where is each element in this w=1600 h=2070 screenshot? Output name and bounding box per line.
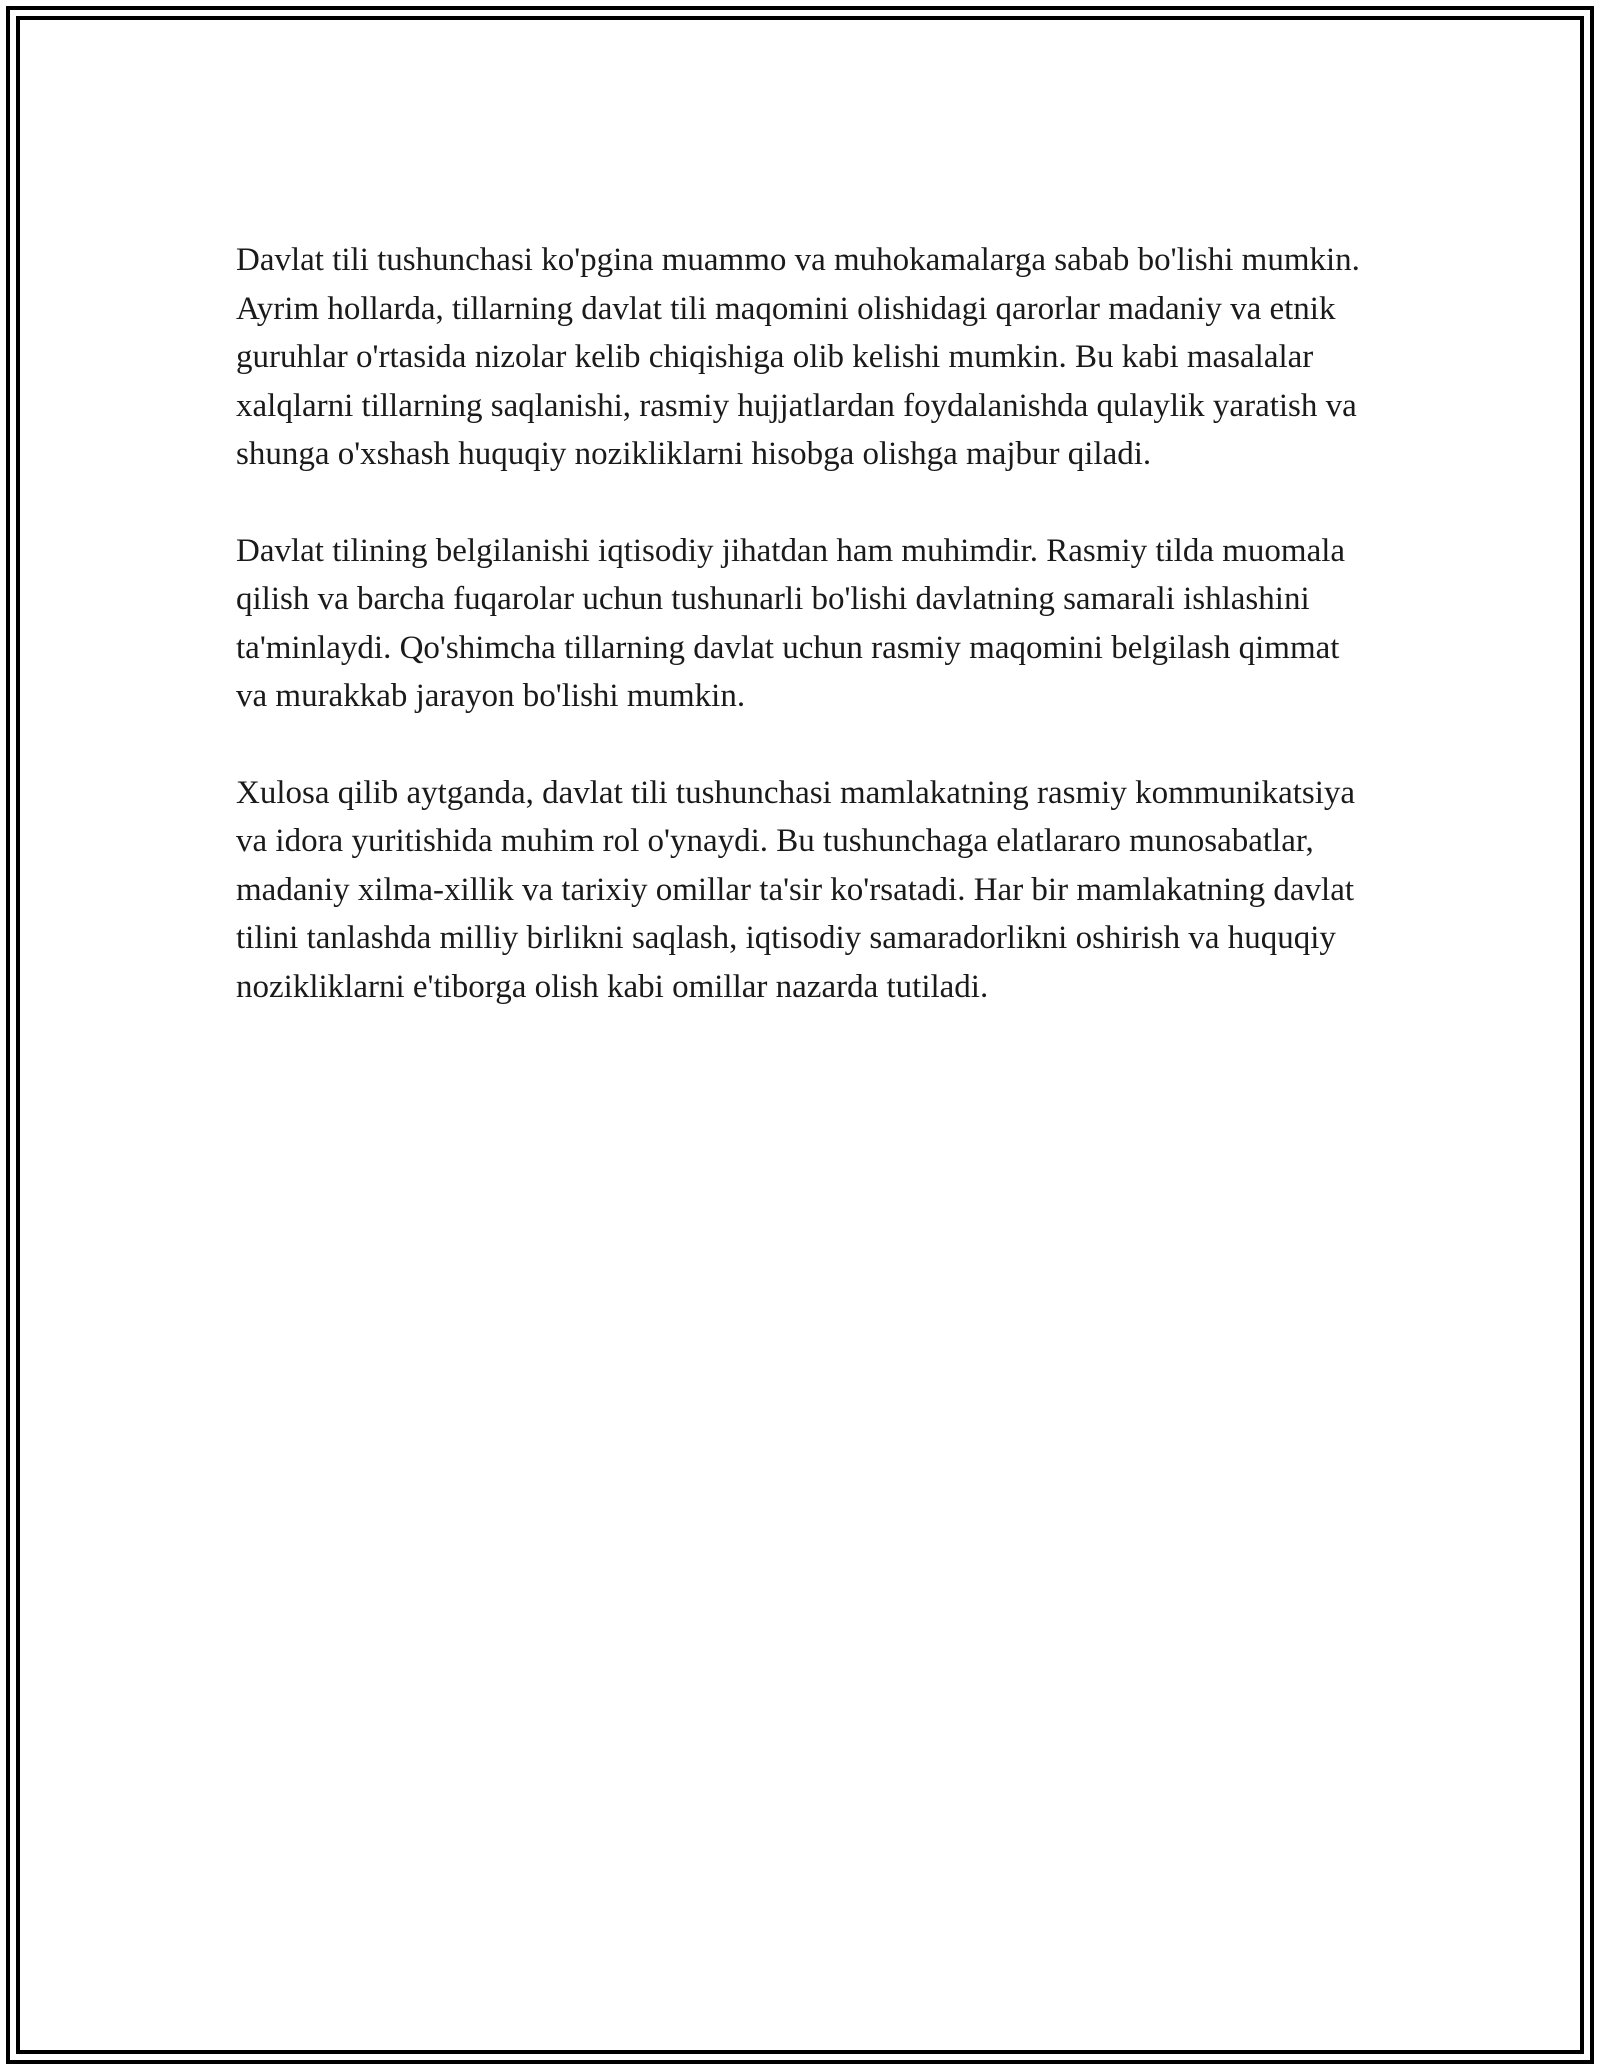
paragraph-1: Davlat tili tushunchasi ko'pgina muammo va muhokamalarga sabab bo'lishi mumkin. Ayrim hollarda, tillarning davlat tili maqomini olishidagi qarorlar madaniy va etnik guruhlar o'rtasida nizolar kelib chiqishiga olib kelishi mumkin. Bu kabi masalalar xalqlarni tillarning saqlanishi, rasmiy hujjatlardan foydalanishda qulaylik yaratish va shunga o'xshash huquqiy nozikliklarni hisobga olishga majbur qiladi. (236, 242, 1360, 472)
document-body (236, 236, 1366, 1059)
paragraph-2: Davlat tilining belgilanishi iqtisodiy jihatdan ham muhimdir. Rasmiy tilda muomala qilish va barcha fuqarolar uchun tushunarli bo'lishi davlatning samarali ishlashini ta'minlaydi. Qo'shimcha tillarning davlat uchun rasmiy maqomini belgilash qimmat va murakkab jarayon bo'lishi mumkin. (236, 532, 1346, 714)
paragraph-3: Xulosa qilib aytganda, davlat tili tushunchasi mamlakatning rasmiy kommunikatsiya va idora yuritishida muhim rol o'ynaydi. Bu tushunchaga elatlararo munosabatlar, madaniy xilma-xillik va tarixiy omillar ta'sir ko'rsatadi. Har bir mamlakatning davlat tilini tanlashda milliy birlikni saqlash, iqtisodiy samaradorlikni oshirish va huquqiy nozikliklarni e'tiborga olish kabi omillar nazarda tutiladi. (236, 774, 1356, 1005)
